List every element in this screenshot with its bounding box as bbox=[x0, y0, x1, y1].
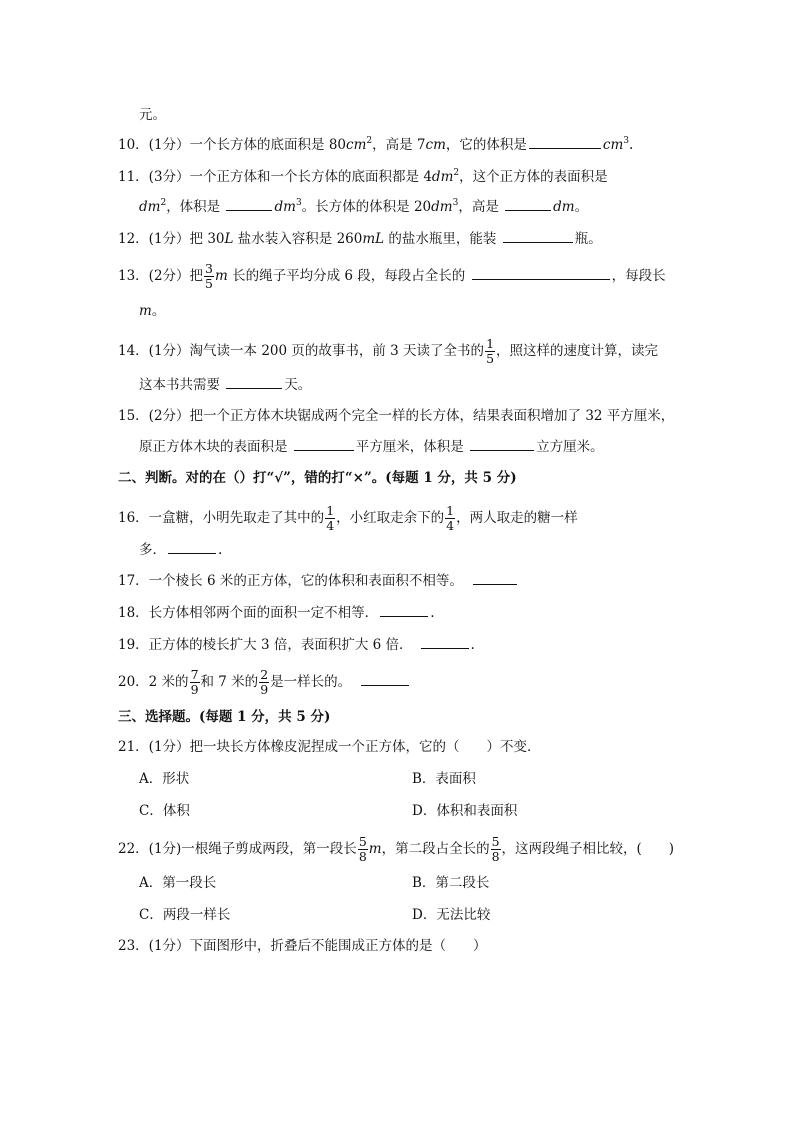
q11-unit: dm bbox=[431, 169, 454, 185]
fraction-denominator: 9 bbox=[190, 682, 199, 697]
fraction bbox=[204, 262, 214, 291]
q13-unit: m bbox=[139, 303, 152, 319]
answer-blank[interactable] bbox=[421, 636, 469, 649]
section-3-title: 三、选择题。(每题 1 分，共 5 分) bbox=[118, 709, 331, 725]
fraction-denominator: 8 bbox=[358, 849, 367, 864]
option-a[interactable] bbox=[139, 770, 189, 788]
q23-text: 23．(1分）下面图形中，折叠后不能围成正方体的是（ ） bbox=[118, 938, 487, 954]
option-label: D．体积和表面积 bbox=[412, 803, 518, 819]
option-label: A．第一段长 bbox=[139, 875, 217, 891]
option-d[interactable] bbox=[412, 802, 517, 820]
option-label: A．形状 bbox=[139, 771, 190, 787]
q20-text: 20．2 米的 bbox=[118, 674, 189, 690]
q13-text: 。 bbox=[151, 303, 166, 319]
option-label: C．体积 bbox=[139, 803, 190, 819]
q20-text: 和 7 米的 bbox=[200, 674, 259, 690]
q13-text: ，每段长 bbox=[611, 268, 666, 284]
option-d[interactable] bbox=[412, 906, 490, 924]
question-13 bbox=[118, 262, 666, 291]
q15-text: 立方厘米。 bbox=[536, 439, 604, 455]
question-13-cont bbox=[139, 302, 165, 320]
fraction bbox=[259, 668, 269, 697]
q19-text: . bbox=[470, 637, 475, 653]
fraction-denominator: 9 bbox=[260, 682, 269, 697]
fraction bbox=[491, 835, 501, 864]
question-12 bbox=[118, 230, 602, 248]
fraction-denominator: 5 bbox=[205, 276, 213, 291]
fraction-numerator: 1 bbox=[446, 503, 455, 518]
question-22 bbox=[118, 835, 674, 864]
answer-blank[interactable] bbox=[168, 541, 216, 554]
q18-text: . bbox=[430, 605, 435, 621]
q14-text: 天。 bbox=[284, 377, 312, 393]
fraction-denominator: 8 bbox=[491, 849, 500, 864]
question-14-cont bbox=[139, 376, 311, 394]
answer-blank[interactable] bbox=[472, 267, 610, 280]
q14-text: 14．(1分）淘气读一本 200 页的故事书，前 3 天读了全书的 bbox=[118, 343, 485, 359]
option-label: B．表面积 bbox=[412, 771, 476, 787]
section-heading-2 bbox=[118, 469, 517, 487]
answer-blank[interactable] bbox=[473, 572, 517, 585]
q16-text: 16．一盒糖，小明先取走了其中的 bbox=[118, 510, 325, 526]
section-2-title: 二、判断。对的在（）打“√”，错的打“×”。(每题 1 分，共 5 分) bbox=[118, 470, 517, 486]
q10-unit: cm bbox=[425, 137, 446, 153]
q21-text: 21．(1分）把一块长方体橡皮泥捏成一个正方体，它的（ ）不变． bbox=[118, 739, 541, 755]
q16-text: . bbox=[218, 542, 223, 558]
section-heading-3 bbox=[118, 708, 330, 726]
q13-text: 13．(2分）把 bbox=[118, 268, 204, 284]
q11-text: ，高是 bbox=[458, 199, 504, 215]
q16-text: ，小红取走余下的 bbox=[336, 510, 445, 526]
question-23 bbox=[118, 937, 487, 955]
answer-blank[interactable] bbox=[503, 230, 573, 243]
q14-text: ，照这样的速度计算，读完 bbox=[496, 343, 659, 359]
q14-text: 这本书共需要 bbox=[139, 377, 225, 393]
q10-text: . bbox=[629, 137, 634, 153]
answer-blank[interactable] bbox=[294, 438, 354, 451]
fraction-numerator: 5 bbox=[358, 834, 367, 849]
fraction bbox=[325, 504, 335, 533]
question-17 bbox=[118, 572, 519, 590]
answer-blank[interactable] bbox=[226, 198, 272, 211]
answer-blank[interactable] bbox=[529, 136, 601, 149]
question-20 bbox=[118, 668, 411, 697]
q9-tail-text: 元。 bbox=[139, 107, 166, 123]
fraction-numerator: 3 bbox=[205, 261, 213, 276]
option-label: B．第二段长 bbox=[412, 875, 490, 891]
fraction-numerator: 1 bbox=[326, 503, 335, 518]
answer-blank[interactable] bbox=[380, 604, 428, 617]
fraction-numerator: 1 bbox=[486, 336, 495, 351]
q11-sup: 2 bbox=[160, 198, 167, 208]
q11-text: 11．(3分）一个正方体和一个长方体的底面积都是 4 bbox=[118, 169, 432, 185]
q13-unit: m bbox=[215, 268, 228, 284]
q11-unit: dm bbox=[139, 199, 161, 215]
question-16 bbox=[118, 504, 578, 533]
q12-text: 瓶。 bbox=[574, 231, 602, 247]
option-c[interactable] bbox=[139, 906, 230, 924]
fraction-denominator: 4 bbox=[446, 518, 455, 533]
q11-unit: dm bbox=[274, 199, 296, 215]
q11-unit: dm bbox=[431, 199, 453, 215]
fraction bbox=[358, 835, 368, 864]
option-label: C．两段一样长 bbox=[139, 907, 231, 923]
question-16-cont bbox=[139, 541, 222, 559]
question-21 bbox=[118, 738, 541, 756]
q16-text: 多． bbox=[139, 542, 166, 558]
q20-text: 是一样长的。 bbox=[270, 674, 352, 690]
q10-text: ，它的体积是 bbox=[445, 137, 527, 153]
option-b[interactable] bbox=[412, 770, 476, 788]
q11-text: 。 bbox=[574, 199, 589, 215]
fraction-numerator: 5 bbox=[491, 834, 500, 849]
fraction bbox=[445, 504, 455, 533]
answer-blank[interactable] bbox=[505, 198, 551, 211]
answer-blank[interactable] bbox=[470, 438, 534, 451]
q12-text: 12．(1分）把 30 bbox=[118, 231, 225, 247]
option-label: D．无法比较 bbox=[412, 907, 491, 923]
fraction-denominator: 4 bbox=[326, 518, 335, 533]
question-15 bbox=[118, 407, 674, 425]
q16-text: ，两人取走的糖一样 bbox=[456, 510, 578, 526]
q17-text: 17．一个棱长 6 米的正方体，它的体积和表面积不相等。 bbox=[118, 573, 463, 589]
q22-text: 22．(1分)一根绳子剪成两段，第一段长 bbox=[118, 841, 357, 857]
q18-text: 18．长方体相邻两个面的面积一定不相等． bbox=[118, 605, 379, 621]
q12-text: 的盐水瓶里，能装 bbox=[384, 231, 501, 247]
question-19 bbox=[118, 636, 475, 654]
question-11 bbox=[118, 168, 608, 186]
q11-text: ，体积是 bbox=[166, 199, 225, 215]
q15-text: 原正方体木块的表面积是 bbox=[139, 439, 292, 455]
q11-unit: dm bbox=[553, 199, 575, 215]
q11-sup: 3 bbox=[295, 198, 302, 208]
q12-text: 盐水装入容积是 260 bbox=[233, 231, 363, 247]
q15-text: 平方厘米，体积是 bbox=[355, 439, 469, 455]
fraction-denominator: 5 bbox=[486, 351, 495, 366]
q9-tail bbox=[139, 106, 166, 124]
q12-unit: mL bbox=[362, 231, 385, 247]
question-18 bbox=[118, 604, 434, 622]
answer-blank[interactable] bbox=[226, 376, 282, 389]
q11-text: ，这个正方体的表面积是 bbox=[459, 169, 608, 185]
fraction-numerator: 7 bbox=[190, 667, 199, 682]
q22-text: ，第二段占全长的 bbox=[381, 841, 490, 857]
question-11-cont bbox=[139, 198, 588, 216]
q13-text: 长的绳子平均分成 6 段，每段占全长的 bbox=[227, 268, 470, 284]
q10-sup: 2 bbox=[366, 136, 373, 146]
q11-sup: 2 bbox=[453, 168, 460, 178]
q12-unit: L bbox=[224, 231, 234, 247]
q10-unit: cm bbox=[602, 137, 624, 153]
option-c[interactable] bbox=[139, 802, 190, 820]
answer-blank[interactable] bbox=[361, 673, 409, 686]
question-10 bbox=[118, 136, 633, 154]
q22-unit: m bbox=[368, 841, 382, 857]
q11-text: 。长方体的体积是 20 bbox=[301, 199, 432, 215]
q10-unit: cm bbox=[346, 137, 367, 153]
option-b[interactable] bbox=[412, 874, 489, 892]
question-15-cont bbox=[139, 438, 604, 456]
fraction bbox=[190, 668, 200, 697]
option-a[interactable] bbox=[139, 874, 216, 892]
question-14 bbox=[118, 337, 658, 366]
q10-sup: 3 bbox=[623, 136, 629, 146]
q15-text: 15．(2分）把一个正方体木块锯成两个完全一样的长方体，结果表面积增加了 32 平方厘米， bbox=[118, 408, 675, 424]
q10-text: 10．(1分）一个长方体的底面积是 80 bbox=[118, 137, 347, 153]
fraction-numerator: 2 bbox=[260, 667, 269, 682]
fraction bbox=[485, 337, 495, 366]
q22-text: ，这两段绳子相比较，( ) bbox=[501, 841, 675, 857]
q19-text: 19．正方体的棱长扩大 3 倍，表面积扩大 6 倍． bbox=[118, 637, 413, 653]
q10-text: ，高是 7 bbox=[372, 137, 426, 153]
q11-sup: 3 bbox=[452, 198, 459, 208]
